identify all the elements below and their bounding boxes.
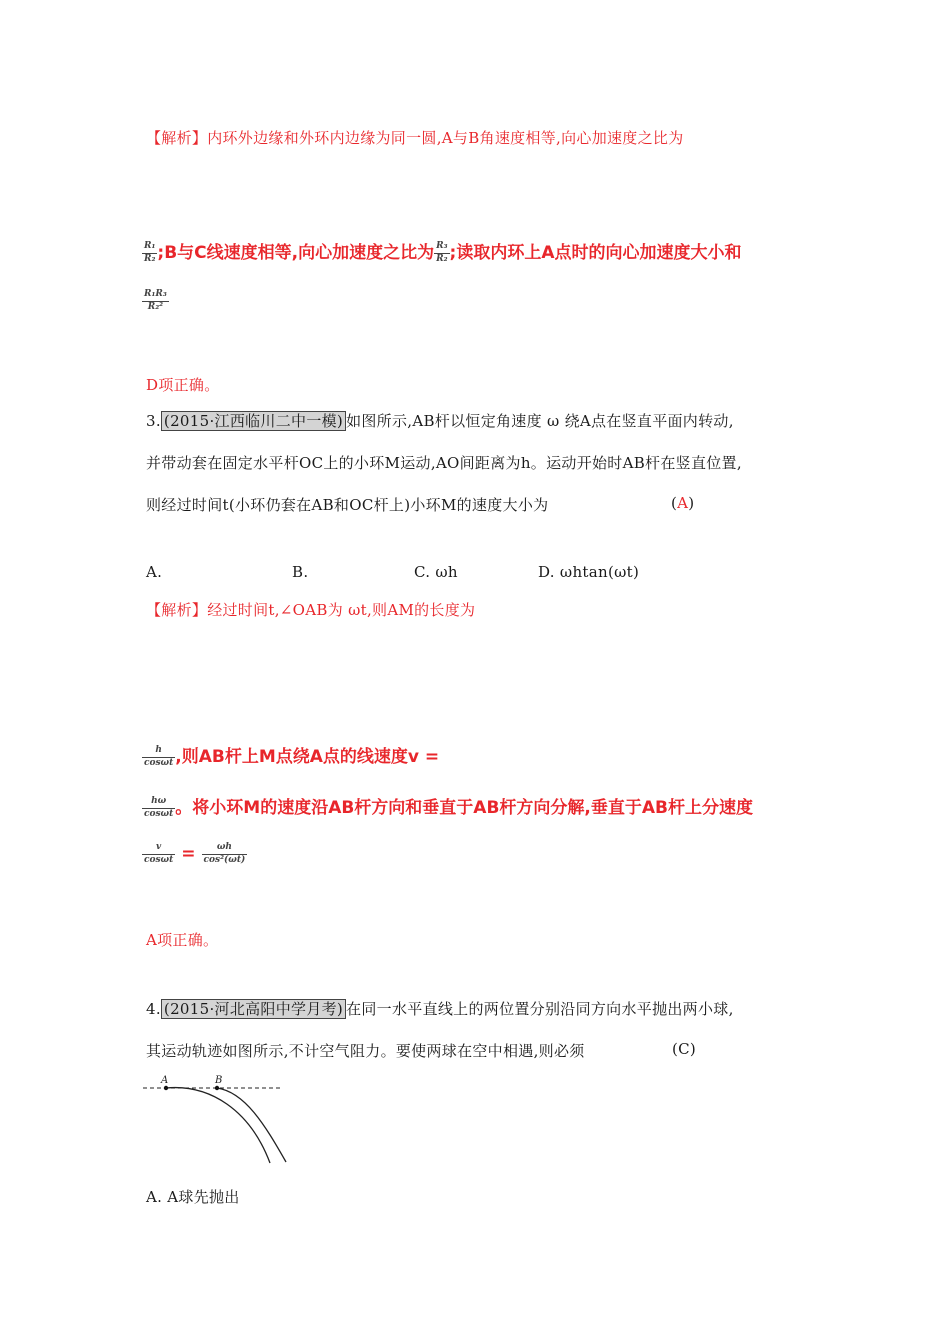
fraction-r1r3-r2sq: $\frac{\text{R₁R₃}}{\text{R₂²}}$ <box>144 289 167 312</box>
fraction-v-cos: $\frac{v}{\cos\omega t}$ <box>144 842 174 865</box>
question-source: (2015·江西临川二中一模) <box>161 411 346 431</box>
question-4-line-1 <box>146 998 734 1019</box>
analysis-line-1 <box>146 127 684 148</box>
question-text: 如图所示,AB杆以恒定角速度 ω 绕A点在竖直平面内转动, <box>346 412 734 430</box>
conclusion-d: D项正确。 <box>146 376 220 394</box>
analysis-tag: 【解析】 <box>146 129 208 147</box>
formula-line-5 <box>142 843 247 866</box>
formula-text-2: ;读取内环上A点时的向心加速度大小和 <box>449 243 742 263</box>
question-number: 3. <box>146 412 161 430</box>
conclusion-a: A项正确。 <box>146 931 219 949</box>
formula-line-4 <box>142 793 808 833</box>
question-3-answer: (A) <box>671 494 695 512</box>
fraction-homega-cos: $\frac{h\omega}{\cos\omega t}$ <box>144 796 174 819</box>
answer-letter: A <box>677 494 689 512</box>
fraction-omegah-cos2: $\frac{\omega h}{\text{cos²(ωt)}}$ <box>203 842 246 865</box>
option-a: A. <box>146 563 163 581</box>
q4-option-a: A. A球先抛出 <box>146 1188 240 1206</box>
fraction-r1-r2: $\frac{\text{R₁}}{\text{R₂}}$ <box>144 241 156 264</box>
point-b <box>215 1086 219 1090</box>
formula-text-3: ,则AB杆上M点绕A点的线速度v = <box>175 747 440 767</box>
formula-line-3 <box>142 742 439 769</box>
formula-line-2 <box>142 290 169 313</box>
question-source: (2015·河北高阳中学月考) <box>161 999 346 1019</box>
trajectory-figure <box>140 1070 300 1170</box>
question-3-line-3: 则经过时间t(小环仍套在AB和OC杆上)小环M的速度大小为 <box>146 496 549 514</box>
question-3-line-1 <box>146 410 734 431</box>
question-number: 4. <box>146 1000 161 1018</box>
fraction-h-cos: $\frac{h}{\cos\omega t}$ <box>144 745 174 768</box>
formula-text-4: 。将小环M的速度沿AB杆方向和垂直于AB杆方向分解,垂直于AB杆上分速度 <box>175 798 753 818</box>
solution-tag: 【解析】 <box>146 601 208 619</box>
analysis-text: 内环外边缘和外环内边缘为同一圆,A与B角速度相等,向心加速度之比为 <box>207 129 684 147</box>
option-d: D. ωhtan(ωt) <box>538 563 640 581</box>
trajectory-b <box>217 1088 286 1162</box>
label-a: A <box>161 1075 169 1086</box>
option-c: C. ωh <box>414 563 458 581</box>
trajectory-a <box>166 1088 270 1163</box>
solution-3-line-1 <box>146 599 475 620</box>
equals-sign: = <box>181 843 196 864</box>
question-text: 在同一水平直线上的两位置分别沿同方向水平抛出两小球, <box>346 1000 734 1018</box>
option-b: B. <box>292 563 309 581</box>
point-a <box>164 1086 168 1090</box>
question-4-line-2: 其运动轨迹如图所示,不计空气阻力。要使两球在空中相遇,则必须 <box>146 1042 585 1060</box>
question-4-answer: (C) <box>672 1040 697 1058</box>
formula-text-1: ;B与C线速度相等,向心加速度之比为 <box>157 243 435 263</box>
formula-line-1 <box>142 238 808 278</box>
question-3-line-2: 并带动套在固定水平杆OC上的小环M运动,AO间距离为h。运动开始时AB杆在竖直位置, <box>146 454 742 472</box>
solution-text: 经过时间t,∠OAB为 ωt,则AM的长度为 <box>207 601 476 619</box>
fraction-r3-r2: $\frac{\text{R₃}}{\text{R₂}}$ <box>436 241 448 264</box>
label-b: B <box>215 1075 223 1086</box>
